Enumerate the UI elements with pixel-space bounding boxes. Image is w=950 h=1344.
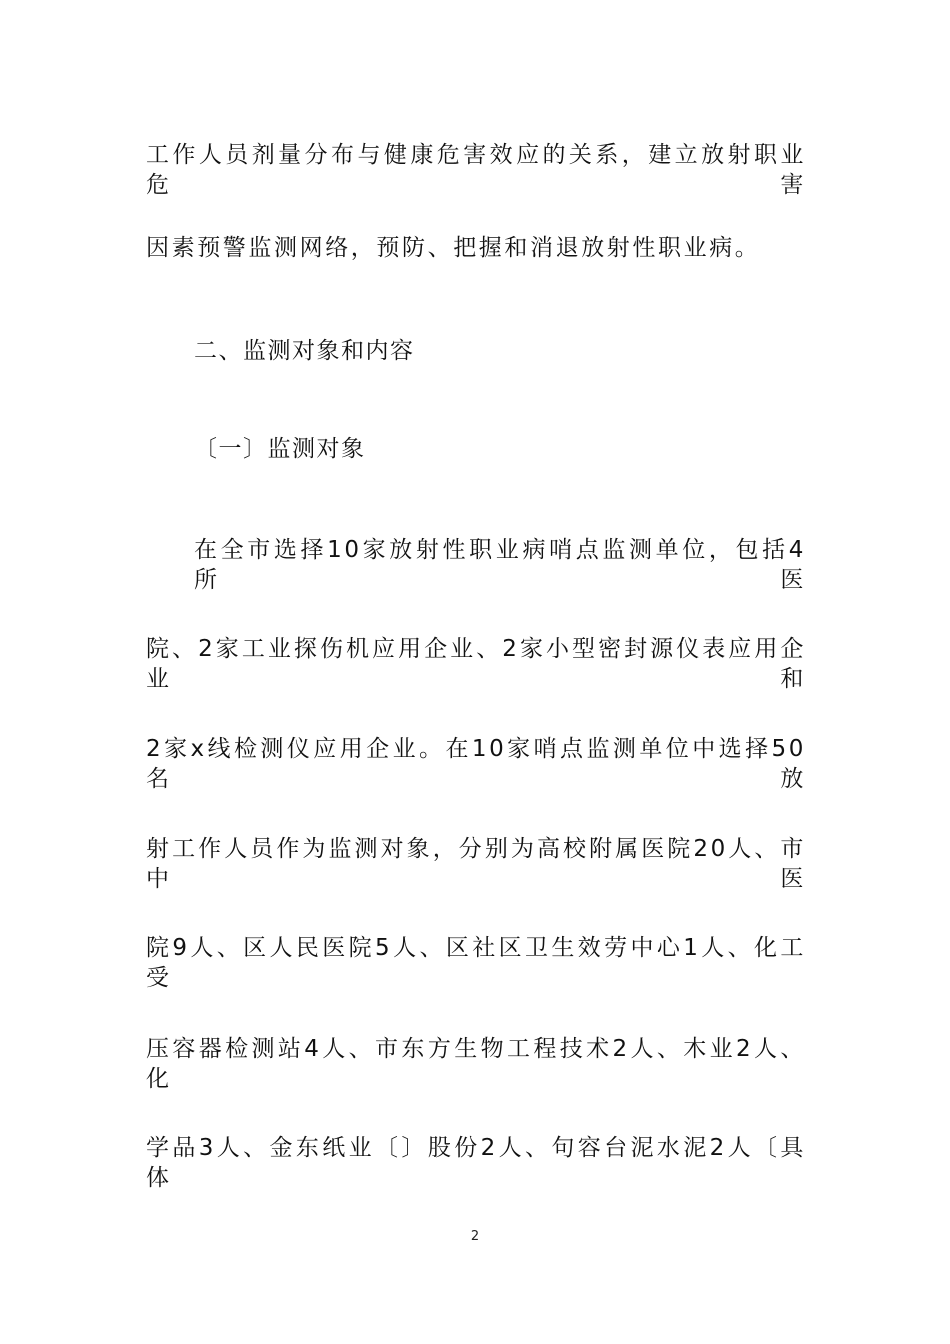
paragraph-line: 2家x线检测仪应用企业。在10家哨点监测单位中选择50名放 xyxy=(146,736,806,792)
paragraph-line: 在全市选择10家放射性职业病哨点监测单位，包括4所医 xyxy=(194,537,806,593)
paragraph-line: 学品3人、金东纸业〔〕股份2人、句容台泥水泥2人〔具体 xyxy=(146,1135,806,1191)
paragraph-line: 因素预警监测网络，预防、把握和消退放射性职业病。 xyxy=(146,235,761,261)
paragraph-line: 射工作人员作为监测对象，分别为高校附属医院20人、市中医 xyxy=(146,836,806,892)
paragraph-line: 工作人员剂量分布与健康危害效应的关系，建立放射职业危害 xyxy=(146,142,806,198)
page-number: 2 xyxy=(470,1229,480,1244)
section-heading: 二、监测对象和内容 xyxy=(194,338,415,364)
paragraph-line: 院、2家工业探伤机应用企业、2家小型密封源仪表应用企业和 xyxy=(146,636,806,692)
paragraph-line: 院9人、区人民医院5人、区社区卫生效劳中心1人、化工受 xyxy=(146,935,806,991)
paragraph-line: 压容器检测站4人、市东方生物工程技术2人、木业2人、化 xyxy=(146,1036,806,1092)
subsection-heading: 〔一〕监测对象 xyxy=(194,436,366,462)
